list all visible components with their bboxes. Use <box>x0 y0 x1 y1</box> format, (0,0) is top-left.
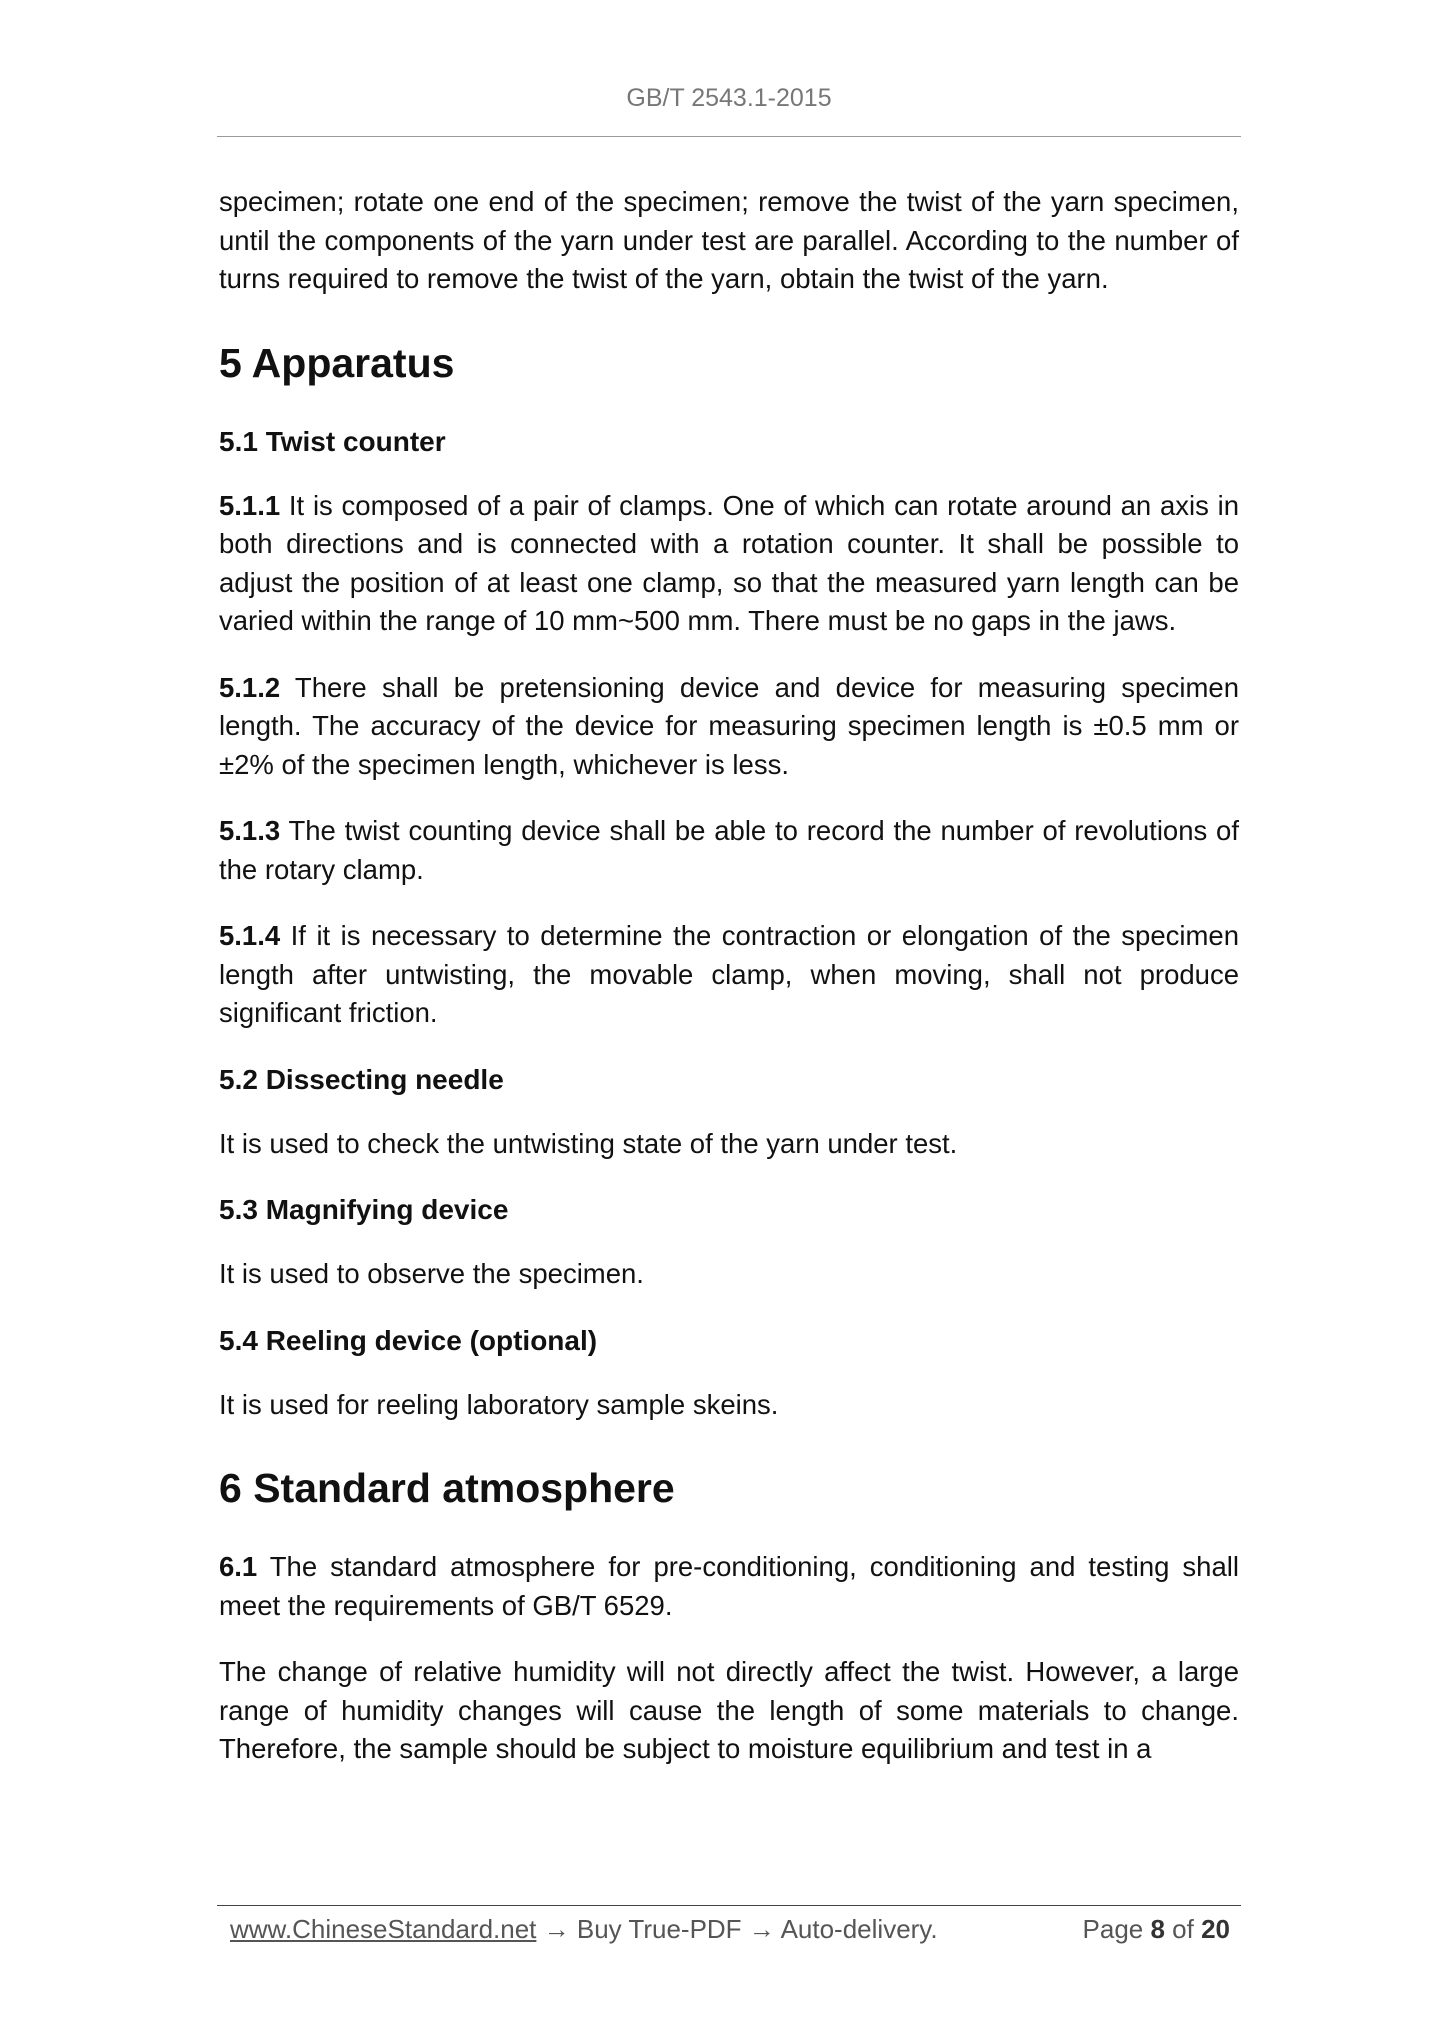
section-6-heading: 6 Standard atmosphere <box>219 1465 675 1511</box>
section-5-4-heading: 5.4 Reeling device (optional) <box>219 1324 598 1356</box>
website-link[interactable]: www.ChineseStandard.net <box>230 1914 537 1944</box>
clause-5-1-1 <box>219 487 1239 641</box>
clause-text: If it is necessary to determine the contraction or elongation of the specimen length after untwisting, the movable clamp, when moving, shall not produce significant friction. <box>219 920 1239 1028</box>
section-5-3-text: It is used to observe the specimen. <box>219 1258 644 1289</box>
section-5-4-text: It is used for reeling laboratory sample skeins. <box>219 1388 779 1420</box>
section-5-3-heading: 5.3 Magnifying device <box>219 1194 509 1225</box>
header-divider <box>217 136 1241 137</box>
page-total: 20 <box>1201 1914 1230 1944</box>
page-footer <box>230 1911 1230 1947</box>
clause-5-1-3 <box>219 812 1239 889</box>
footer-promo-text: → Buy True-PDF → Auto-delivery. <box>536 1914 938 1944</box>
section-5-heading: 5 Apparatus <box>219 339 455 386</box>
clause-number: 5.1.1 <box>219 489 281 521</box>
clause-6-1 <box>219 1548 1239 1625</box>
page-header: GB/T 2543.1-2015 <box>626 84 832 112</box>
section-6-note-paragraph: The change of relative humidity will not directly affect the twist. However, a large range of humidity changes will cause the length of some materials to change. Therefore, the sample should be subject to moisture equilibrium and test in a <box>219 1656 1239 1764</box>
intro-paragraph: specimen; rotate one end of the specimen; remove the twist of the yarn specimen, until the components of the yarn under test are parallel. According to the number of turns required to remove the twist of the yarn, obtain the twist of the yarn. <box>219 186 1239 294</box>
clause-number: 5.1.2 <box>219 671 281 703</box>
clause-text: It is composed of a pair of clamps. One of which can rotate around an axis in both directions and is connected with a rotation counter. It shall be possible to adjust the position of at least one clamp, so that the measured yarn length can be varied within the range of 10 mm~500 mm. There must be no gaps in the jaws. <box>219 489 1239 636</box>
clause-text: The standard atmosphere for pre-conditioning, conditioning and testing shall meet the requirements of GB/T 6529. <box>219 1551 1239 1621</box>
clause-5-1-4 <box>219 917 1239 1033</box>
clause-number: 5.1.3 <box>219 815 281 846</box>
clause-text: There shall be pretensioning device and device for measuring specimen length. The accuracy of the device for measuring specimen length is ±0.5 mm or ±2% of the specimen length, whichever is less. <box>219 671 1239 780</box>
page-number: 8 <box>1150 1914 1165 1944</box>
clause-number: 5.1.4 <box>219 920 281 951</box>
clause-5-1-2 <box>219 669 1239 785</box>
footer-divider <box>217 1905 1241 1906</box>
page-indicator <box>1083 1911 1230 1947</box>
clause-text: The twist counting device shall be able to record the number of revolutions of the rotary clamp. <box>219 815 1239 885</box>
page-of-label: of <box>1164 1914 1202 1944</box>
page-label: Page <box>1082 1914 1151 1944</box>
section-5-1-heading: 5.1 Twist counter <box>219 425 446 457</box>
document-body <box>219 183 1239 1797</box>
section-5-2-text: It is used to check the untwisting state of the yarn under test. <box>219 1127 958 1159</box>
clause-number: 6.1 <box>219 1551 258 1582</box>
section-5-2-heading: 5.2 Dissecting needle <box>219 1063 504 1095</box>
